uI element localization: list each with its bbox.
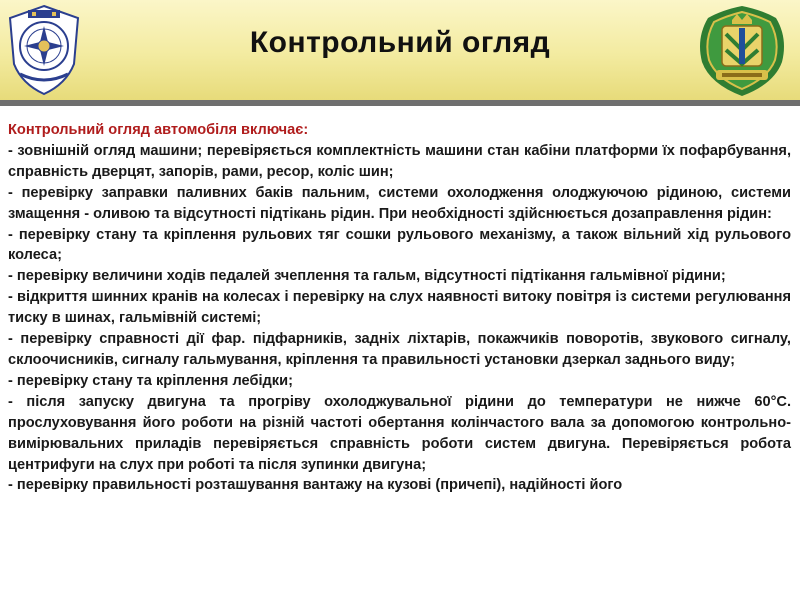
list-item: - перевірку стану та кріплення лебідки; <box>8 372 293 389</box>
lead-heading: Контрольний огляд автомобіля включає: <box>8 122 309 138</box>
university-crest-icon <box>6 4 82 96</box>
page-title: Контрольний огляд <box>249 26 551 59</box>
list-item: - перевірку справності дії фар. підфарників, задніх ліхтарів, покажчиків поворотів, звукового сигналу, склоочисників, сигналу гальмування, кріплення та правильності установки дзеркал заднього виду; <box>8 331 791 368</box>
list-item: - перевірку заправки паливних баків пальним, системи охолодження олоджуючою рідиною, системи змащення - оливою та відсутності підтікань рідин. При необхідності здійснюється дозаправлення рідин: <box>8 184 791 222</box>
list-item: - перевірку величини ходів педалей зчеплення та гальм, відсутності підтікання гальмівної рідини; <box>8 268 726 285</box>
coat-of-arms-emblem-icon <box>692 4 792 98</box>
list-item: - перевірку правильності розташування вантажу на кузові (причепі), надійності його <box>8 477 623 494</box>
list-item: - після запуску двигуна та прогріву охолоджувальної рідини до температури не нижче 60°С. прослуховування його роботи на різній частоті обертання колінчастого вала за допомогою контрольно-вимірювальних приладів перевіряється справність роботи систем двигуна. Перевіряється робота центрифуги на слух при роботі та після зупинки двигуна; <box>8 393 791 473</box>
inspection-text-block <box>8 120 791 496</box>
header-divider <box>0 100 800 106</box>
list-item: - перевірку стану та кріплення рульових тяг сошки рульового механізму, а також вільний хід рульового колеса; <box>8 226 791 264</box>
list-item: - відкриття шинних кранів на колесах і перевірку на слух наявності витоку повітря із системи регулювання тиску в шинах, гальмівній системі; <box>8 289 791 327</box>
list-item: - зовнішній огляд машини; перевіряється комплектність машини стан кабіни платформи їх пофарбування, справність дверцят, запорів, рами, ресор, коліс шин; <box>8 142 791 180</box>
